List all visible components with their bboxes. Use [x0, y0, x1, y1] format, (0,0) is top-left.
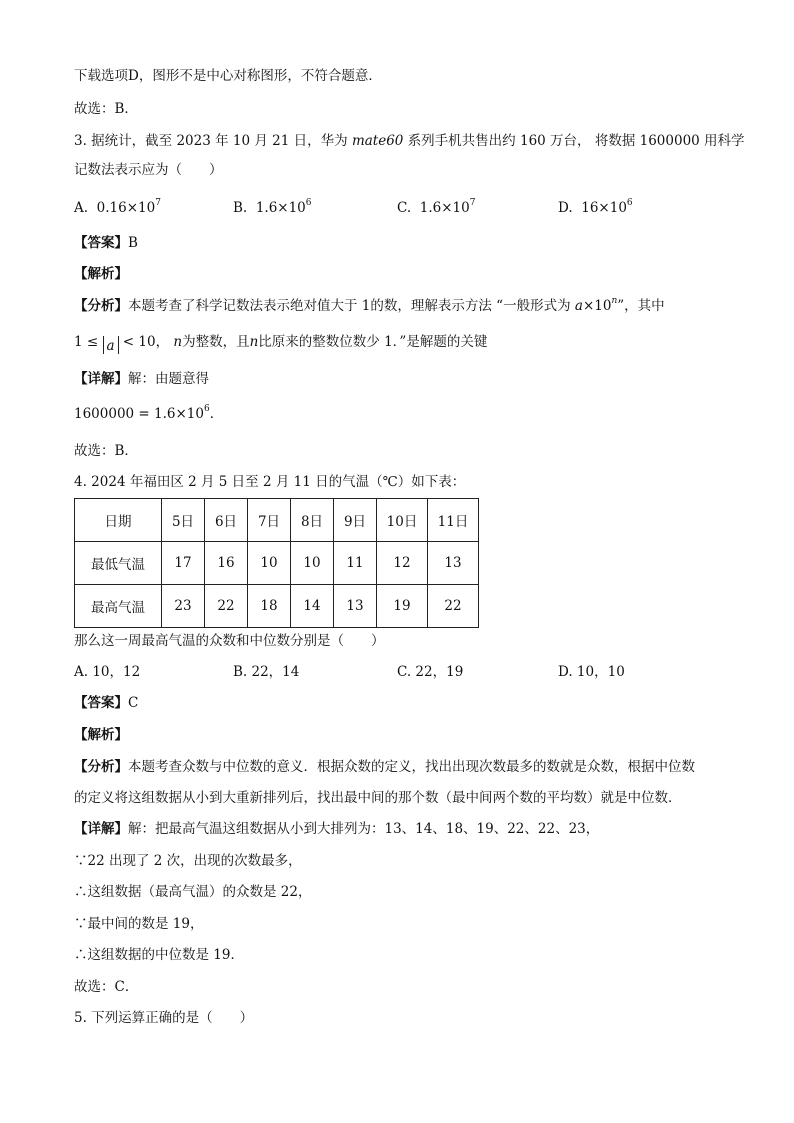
option-exp: 6	[305, 198, 312, 208]
table-header-row	[75, 499, 479, 542]
table-cell: 17	[162, 542, 205, 585]
q3-option-d	[558, 198, 633, 218]
math-text: 1 ≤	[74, 334, 99, 350]
analysis-text: 比原来的整数位数少 1．”是解题的关键	[258, 334, 488, 350]
table-cell: 11	[334, 542, 377, 585]
analysis-text: 本题考查众数与中位数的意义．根据众数的定义，找出出现次数最多的数就是众数，根据中位数	[128, 759, 695, 775]
table-cell: 18	[248, 585, 291, 628]
option-value: 16×10	[581, 200, 627, 216]
table-cell: 22	[205, 585, 248, 628]
temperature-table	[74, 498, 479, 628]
answer-value: B	[128, 235, 138, 251]
math-exp: 6	[203, 404, 210, 414]
question-3-cont: 记数法表示应为（ ）	[74, 162, 223, 178]
math-text: ×10	[582, 298, 612, 314]
option-label: D.	[558, 200, 573, 216]
table-cell: 23	[162, 585, 205, 628]
select-4: 故选：C．	[74, 979, 139, 995]
analysis-4-line-2: 的定义将这组数据从小到大重新排列后，找出最中间的那个数（最中间两个数的平均数）就是中位数．	[74, 790, 682, 806]
table-header-cell: 5日	[162, 499, 205, 542]
question-5: 5. 下列运算正确的是（ ）	[74, 1010, 254, 1026]
detail-3	[74, 369, 209, 389]
math-var: n	[173, 334, 183, 350]
text-line: 故选：B．	[74, 101, 138, 117]
detail-tag: 【详解】	[74, 371, 128, 387]
answer-tag: 【答案】	[74, 235, 128, 251]
q3-text-a: 3. 据统计，截至 2023 年 10 月 21 日，华为	[74, 133, 348, 149]
detail-4-line-2: ∵22 出现了 2 次，出现的次数最多，	[74, 853, 302, 869]
q3-option-c	[397, 198, 475, 218]
table-header-cell: 6日	[205, 499, 248, 542]
detail-4-line-5: ∴这组数据的中位数是 19．	[74, 947, 244, 963]
math-text: < 10，	[122, 334, 170, 350]
answer-tag: 【答案】	[74, 695, 128, 711]
math-text: ．	[209, 406, 224, 422]
analysis-tag: 【分析】	[74, 298, 128, 314]
analysis-text: 为整数，且	[182, 334, 250, 350]
table-cell: 16	[205, 542, 248, 585]
table-header-cell: 10日	[377, 499, 428, 542]
analysis-tag: 【分析】	[74, 759, 128, 775]
table-cell: 19	[377, 585, 428, 628]
option-value: 0.16×10	[96, 200, 156, 216]
math-exp: n	[611, 296, 618, 306]
analysis-text: 本题考查了科学记数法表示绝对值大于 1的数，理解表示方法 “一般形式为	[128, 298, 571, 314]
table-row	[75, 585, 479, 628]
table-header-cell: 7日	[248, 499, 291, 542]
detail-4-line-1	[74, 819, 599, 839]
table-cell: 10	[248, 542, 291, 585]
option-exp: 6	[626, 198, 633, 208]
equation-3	[74, 404, 223, 424]
question-4-prompt: 那么这一周最高气温的众数和中位数分别是（ ）	[74, 633, 385, 649]
option-exp: 7	[469, 198, 476, 208]
math-var: n	[249, 334, 259, 350]
answer-4	[74, 693, 138, 713]
option-value: 1.6×10	[419, 200, 470, 216]
abs-value: a	[103, 336, 119, 354]
option-label: C.	[397, 200, 412, 216]
analysis-text: ”，其中	[617, 298, 665, 314]
table-row	[75, 542, 479, 585]
question-3	[74, 131, 745, 151]
q4-option-c: C. 22，19	[397, 664, 464, 680]
answer-value: C	[128, 695, 139, 711]
table-cell: 12	[377, 542, 428, 585]
table-cell: 13	[428, 542, 479, 585]
table-header-cell: 日期	[75, 499, 162, 542]
table-header-cell: 8日	[291, 499, 334, 542]
detail-tag: 【详解】	[74, 821, 128, 837]
question-4: 4. 2024 年福田区 2 月 5 日至 2 月 11 日的气温（℃）如下表：	[74, 474, 466, 490]
text-line: 下载选项D，图形不是中心对称图形，不符合题意．	[74, 68, 382, 84]
table-cell: 13	[334, 585, 377, 628]
q3-text-c: 系列手机共售出约 160 万台， 将数据 1600000 用科学	[407, 133, 745, 149]
analysis-3-line-1	[74, 296, 665, 316]
math-text: 1600000 = 1.6×10	[74, 406, 204, 422]
analysis-4-line-1	[74, 757, 695, 777]
table-header-cell: 9日	[334, 499, 377, 542]
table-cell: 14	[291, 585, 334, 628]
option-label: B.	[233, 200, 248, 216]
answer-3	[74, 233, 138, 253]
detail-4-line-4: ∵最中间的数是 19，	[74, 916, 204, 932]
option-exp: 7	[155, 198, 161, 208]
q4-option-b: B. 22，14	[233, 664, 300, 680]
detail-text: 解：把最高气温这组数据从小到大排列为：13、14、18、19、22、22、23，	[128, 821, 600, 837]
analysis-3-line-2	[74, 332, 487, 354]
analysis-heading-4: 【解析】	[74, 727, 128, 743]
detail-text: 解：由题意得	[128, 371, 209, 387]
option-value: 1.6×10	[255, 200, 306, 216]
table-cell: 10	[291, 542, 334, 585]
q3-text-b: mate60	[351, 133, 404, 149]
q3-option-a	[74, 198, 161, 218]
q3-option-b	[233, 198, 312, 218]
table-header-cell: 11日	[428, 499, 479, 542]
table-cell: 22	[428, 585, 479, 628]
select-3: 故选：B．	[74, 443, 138, 459]
analysis-heading-3: 【解析】	[74, 266, 128, 282]
detail-4-line-3: ∴这组数据（最高气温）的众数是 22，	[74, 884, 312, 900]
table-cell: 最高气温	[75, 585, 162, 628]
q4-option-a: A. 10，12	[74, 664, 141, 680]
table-cell: 最低气温	[75, 542, 162, 585]
option-label: A.	[74, 200, 89, 216]
q4-option-d: D. 10，10	[558, 664, 625, 680]
math-var: a	[574, 298, 583, 314]
